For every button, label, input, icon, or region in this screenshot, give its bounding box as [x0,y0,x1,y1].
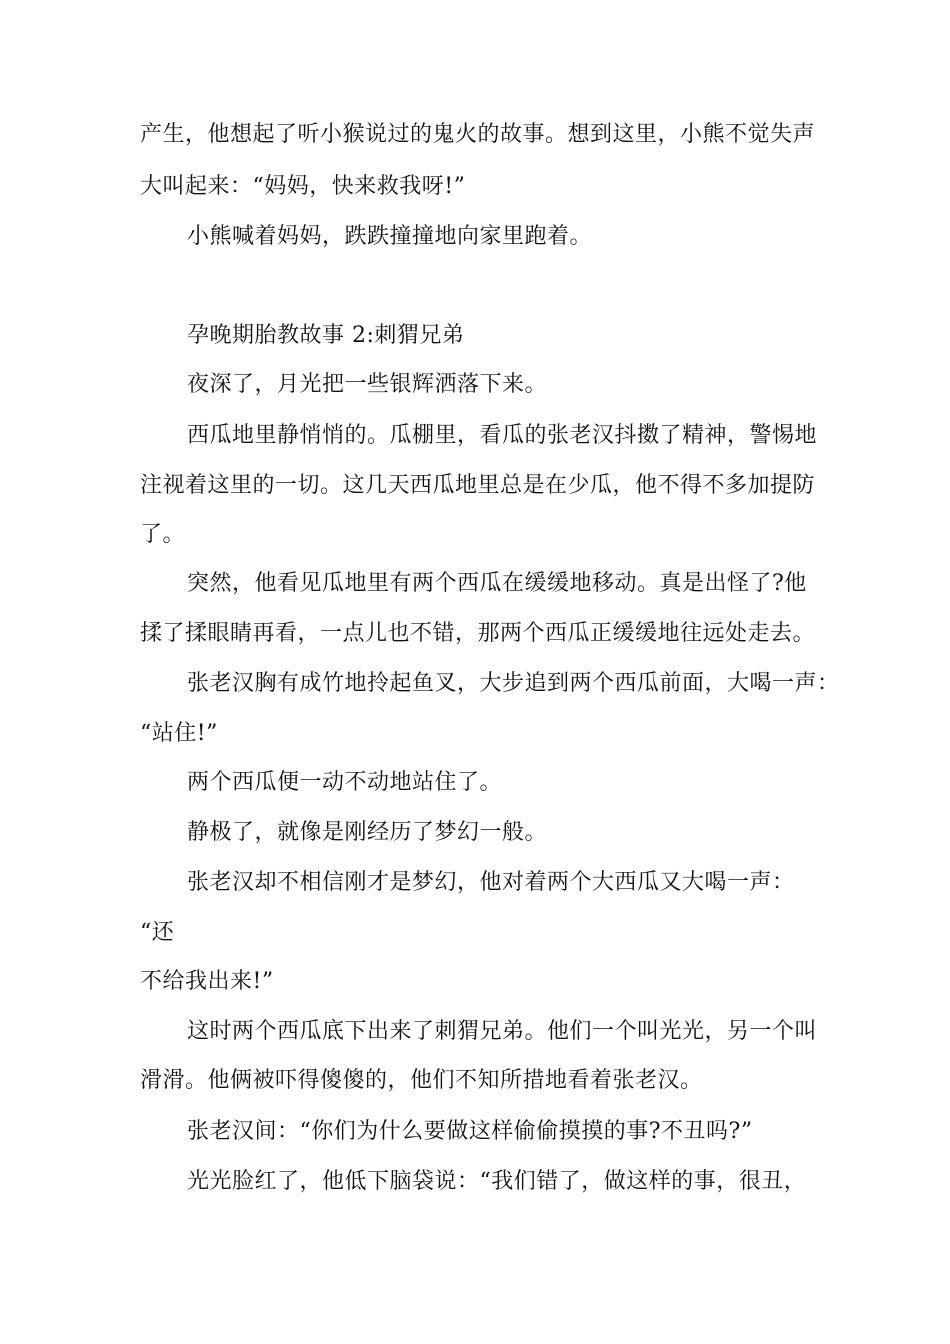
text-line: 大叫起来：“妈妈，快来救我呀!” [140,174,466,199]
text-line: 揉了揉眼睛再看，一点儿也不错，那两个西瓜正缓缓地往远处走去。 [140,621,816,646]
paragraph-first-line: 西瓜地里静悄悄的。瓜棚里，看瓜的张老汉抖擞了精神，警惕地 [187,423,818,448]
text-line: 注视着这里的一切。这几天西瓜地里总是在少瓜，他不得不多加提防 [140,473,816,498]
paragraph-first-line: 张老汉胸有成竹地拎起鱼叉，大步追到两个西瓜前面，大喝一声： [187,671,840,696]
text-line: 了。 [140,522,186,547]
paragraph-first-line: 静极了，就像是刚经历了梦幻一般。 [187,820,548,845]
paragraph-first-line: 夜深了，月光把一些银辉洒落下来。 [187,372,548,397]
text-line: 不给我出来!” [140,969,274,994]
paragraph-first-line: 两个西瓜便一动不动地站住了。 [187,770,503,795]
text-line: “还 [140,920,175,945]
paragraph-first-line: 张老汉间：“你们为什么要做这样偷偷摸摸的事?不丑吗?” [187,1119,753,1144]
paragraph-first-line: 这时两个西瓜底下出来了刺猬兄弟。他们一个叫光光，另一个叫 [187,1019,818,1044]
paragraph-first-line: 张老汉却不相信刚才是梦幻，他对着两个大西瓜又大喝一声： [187,870,795,895]
text-line: “站住!” [140,721,218,746]
story-title: 孕晚期胎教故事 2:刺猬兄弟 [187,323,465,348]
text-line: 产生，他想起了听小猴说过的鬼火的故事。想到这里，小熊不觉失声 [140,122,816,147]
paragraph-first-line: 小熊喊着妈妈，跌跌撞撞地向家里跑着。 [187,224,593,249]
paragraph-first-line: 突然，他看见瓜地里有两个西瓜在缓缓地移动。真是出怪了?他 [187,571,807,596]
text-line: 滑滑。他俩被吓得傻傻的，他们不知所措地看着张老汉。 [140,1068,703,1093]
paragraph-first-line: 光光脸红了，他低下脑袋说：“我们错了，做这样的事，很丑， [187,1169,807,1194]
